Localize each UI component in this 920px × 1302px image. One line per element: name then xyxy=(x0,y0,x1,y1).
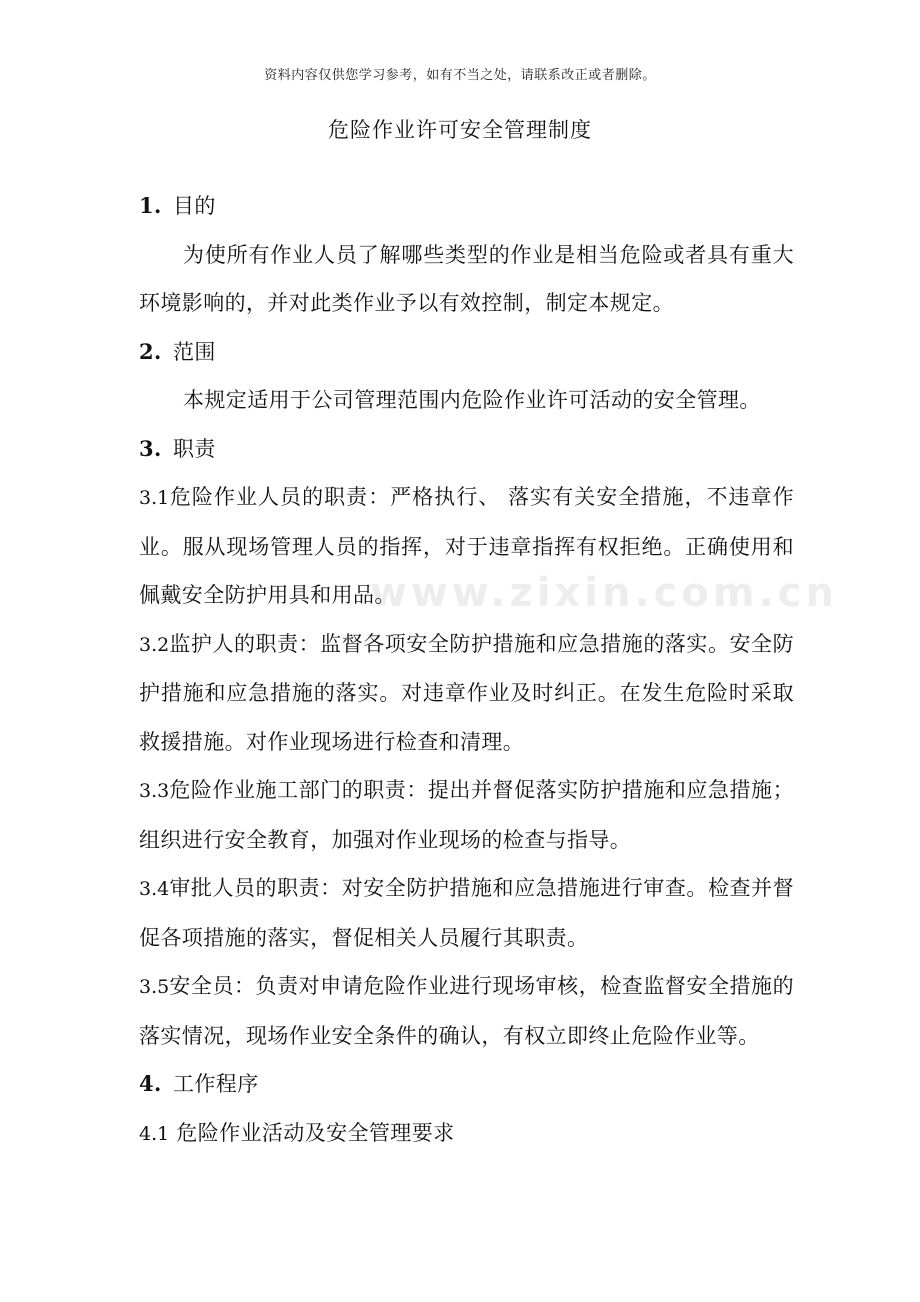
section-paragraph: 为使所有作业人员了解哪些类型的作业是相当危险或者具有重大环境影响的，并对此类作业予以有效控制，制定本规定。 xyxy=(139,242,794,315)
item-text: 安全员：负责对申请危险作业进行现场审核，检查监督安全措施的落实情况，现场作业安全条件的确认，有权立即终止危险作业等。 xyxy=(139,974,794,1048)
list-item xyxy=(139,1109,794,1159)
section-paragraph: 本规定适用于公司管理范围内危险作业许可活动的安全管理。 xyxy=(183,388,761,412)
document-body xyxy=(139,182,794,1158)
item-number: 3.1 xyxy=(139,487,170,509)
section-title: 工作程序 xyxy=(173,1072,259,1096)
item-number: 4.1 xyxy=(139,1122,170,1145)
item-number: 3.2 xyxy=(139,633,170,656)
header-disclaimer: 资料内容仅供您学习参考，如有不当之处，请联系改正或者删除。 xyxy=(264,68,656,83)
section-number: 1. xyxy=(139,193,162,218)
section-title: 目的 xyxy=(173,194,216,218)
item-number: 3.3 xyxy=(139,780,170,802)
section-heading-responsibilities xyxy=(139,425,794,474)
item-text: 监护人的职责：监督各项安全防护措施和应急措施的落实。安全防护措施和应急措施的落实。对违章作业及时纠正。在发生危险时采取救援措施。对作业现场进行检查和清理。 xyxy=(139,631,794,754)
item-number: 3.5 xyxy=(139,976,170,998)
item-text: 审批人员的职责：对安全防护措施和应急措施进行审查。检查并督促各项措施的落实，督促相关人员履行其职责。 xyxy=(139,876,794,950)
section-title: 职责 xyxy=(173,436,216,461)
item-text: 危险作业活动及安全管理要求 xyxy=(169,1120,455,1145)
item-text: 危险作业施工部门的职责：提出并督促落实防护措施和应急措施；组织进行安全教育，加强对作业现场的检查与指导。 xyxy=(139,778,794,852)
list-item xyxy=(139,864,794,962)
list-item xyxy=(139,620,794,767)
list-item xyxy=(139,962,794,1060)
list-item xyxy=(139,473,794,620)
section-heading-procedure xyxy=(139,1060,794,1109)
document-title: 危险作业许可安全管理制度 xyxy=(328,118,592,142)
list-item xyxy=(139,766,794,864)
section-heading-scope xyxy=(139,328,794,377)
watermark: www.zixin.com.cn xyxy=(370,570,838,616)
section-number: 3. xyxy=(139,435,162,461)
item-number: 3.4 xyxy=(139,878,170,900)
section-heading-purpose xyxy=(139,182,794,231)
section-number: 2. xyxy=(139,338,162,364)
section-title: 范围 xyxy=(173,339,216,364)
section-number: 4. xyxy=(139,1071,162,1096)
item-text: 危险作业人员的职责：严格执行、 落实有关安全措施，不违章作业。服从现场管理人员的指挥，对于违章指挥有权拒绝。正确使用和佩戴安全防护用具和用品。 xyxy=(139,485,794,607)
